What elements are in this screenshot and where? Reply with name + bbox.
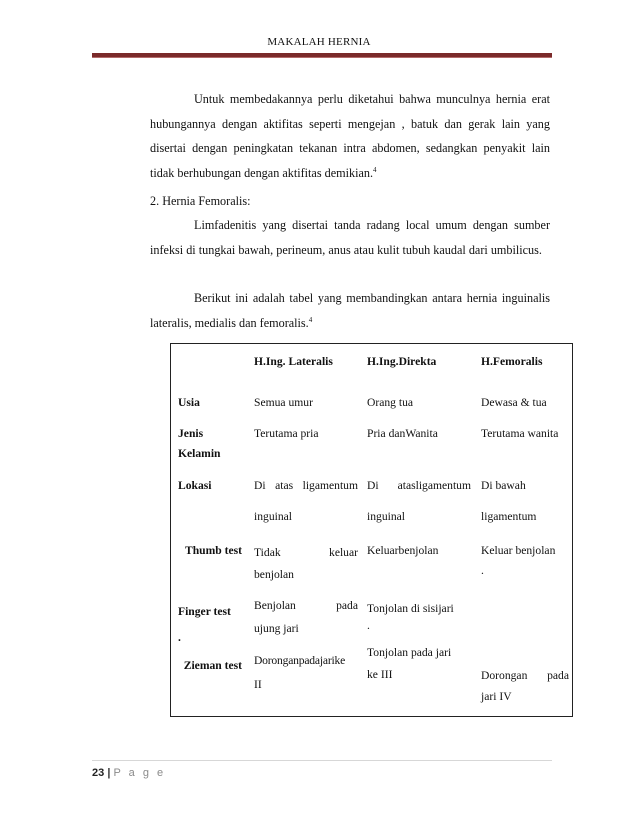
table-cell: . bbox=[367, 619, 370, 632]
table-cell: Doronganpadajarike bbox=[254, 654, 346, 667]
header-divider bbox=[92, 53, 552, 58]
table-cell: inguinal bbox=[254, 510, 292, 523]
table-cell: Keluarbenjolan bbox=[367, 544, 439, 557]
table-cell: Keluar benjolan bbox=[481, 544, 556, 557]
table-cell: Dewasa & tua bbox=[481, 396, 547, 409]
paragraph-2-text: Limfadenitis yang disertai tanda radang local umum dengan sumber infeksi di tungkai bawah, perineum, anus atau kulit tubuh kaudal dari umbilicus. bbox=[150, 218, 550, 257]
paragraph-1-body bbox=[150, 112, 550, 186]
row-label-usia: Usia bbox=[178, 396, 200, 409]
table-cell: ke III bbox=[367, 668, 393, 681]
page-footer bbox=[92, 767, 166, 779]
table-cell: Tonjolan pada jari bbox=[367, 646, 452, 659]
page-number: 23 bbox=[92, 767, 105, 779]
table-cell: Terutama pria bbox=[254, 427, 319, 440]
reference-superscript: 4 bbox=[308, 315, 313, 324]
column-header-lateralis: H.Ing. Lateralis bbox=[254, 355, 333, 368]
table-cell: Benjolan pada bbox=[254, 599, 358, 612]
table-cell: II bbox=[254, 678, 262, 691]
table-cell: Tidak keluar bbox=[254, 546, 358, 559]
footer-divider bbox=[92, 760, 552, 761]
table-cell: Di atas ligamentum bbox=[254, 479, 358, 492]
table-cell: Pria danWanita bbox=[367, 427, 438, 440]
section-heading-hernia-femoralis: 2. Hernia Femoralis: bbox=[150, 194, 251, 208]
row-label-kelamin: Kelamin bbox=[178, 447, 221, 460]
table-cell: inguinal bbox=[367, 510, 405, 523]
footer-separator: | bbox=[107, 767, 111, 779]
page-label: P a g e bbox=[113, 767, 166, 779]
row-label-finger-test: Finger test bbox=[178, 605, 231, 618]
paragraph-1 bbox=[150, 87, 550, 185]
table-cell: Dorongan pada bbox=[481, 669, 569, 682]
paragraph-2 bbox=[150, 213, 550, 262]
table-cell: benjolan bbox=[254, 568, 294, 581]
table-cell: ligamentum bbox=[481, 510, 537, 523]
column-header-femoralis: H.Femoralis bbox=[481, 355, 543, 368]
row-label-zieman-test: Zieman test bbox=[183, 659, 242, 672]
paragraph-1-rest: hubungannya dengan aktifitas seperti mengejan , batuk dan gerak lain yang disertai dengan peningkatan tekanan intra abdomen, sedangkan penyakit lain tidak berhubungan dengan aktifitas demikian. bbox=[150, 116, 550, 180]
table-cell: jari IV bbox=[481, 690, 512, 703]
paragraph-1-first-line: Untuk membedakannya perlu diketahui bahwa munculnya hernia erat bbox=[194, 92, 550, 106]
table-cell: . bbox=[481, 564, 484, 577]
table-cell: Semua umur bbox=[254, 396, 313, 409]
row-label-jenis: Jenis bbox=[178, 427, 204, 440]
table-cell: Terutama wanita bbox=[481, 427, 559, 440]
row-label-thumb-test: Thumb test bbox=[184, 544, 242, 557]
table-cell: Di atasligamentum bbox=[367, 479, 471, 492]
table-cell: Di bawah bbox=[481, 479, 526, 492]
page-header-title: MAKALAH HERNIA bbox=[267, 36, 371, 48]
table-cell: Tonjolan di sisijari bbox=[367, 602, 454, 615]
reference-superscript: 4 bbox=[373, 165, 377, 174]
paragraph-3 bbox=[150, 286, 550, 335]
row-label-finger-test-dot: . bbox=[178, 631, 181, 644]
table-cell: ujung jari bbox=[254, 622, 299, 635]
hernia-comparison-table bbox=[170, 343, 573, 717]
table-cell: Orang tua bbox=[367, 396, 414, 409]
column-header-direkta: H.Ing.Direkta bbox=[367, 355, 437, 368]
paragraph-3-text: Berikut ini adalah tabel yang membandingkan antara hernia inguinalis lateralis, medialis dan femoralis. bbox=[150, 291, 550, 330]
row-label-lokasi: Lokasi bbox=[178, 479, 212, 492]
